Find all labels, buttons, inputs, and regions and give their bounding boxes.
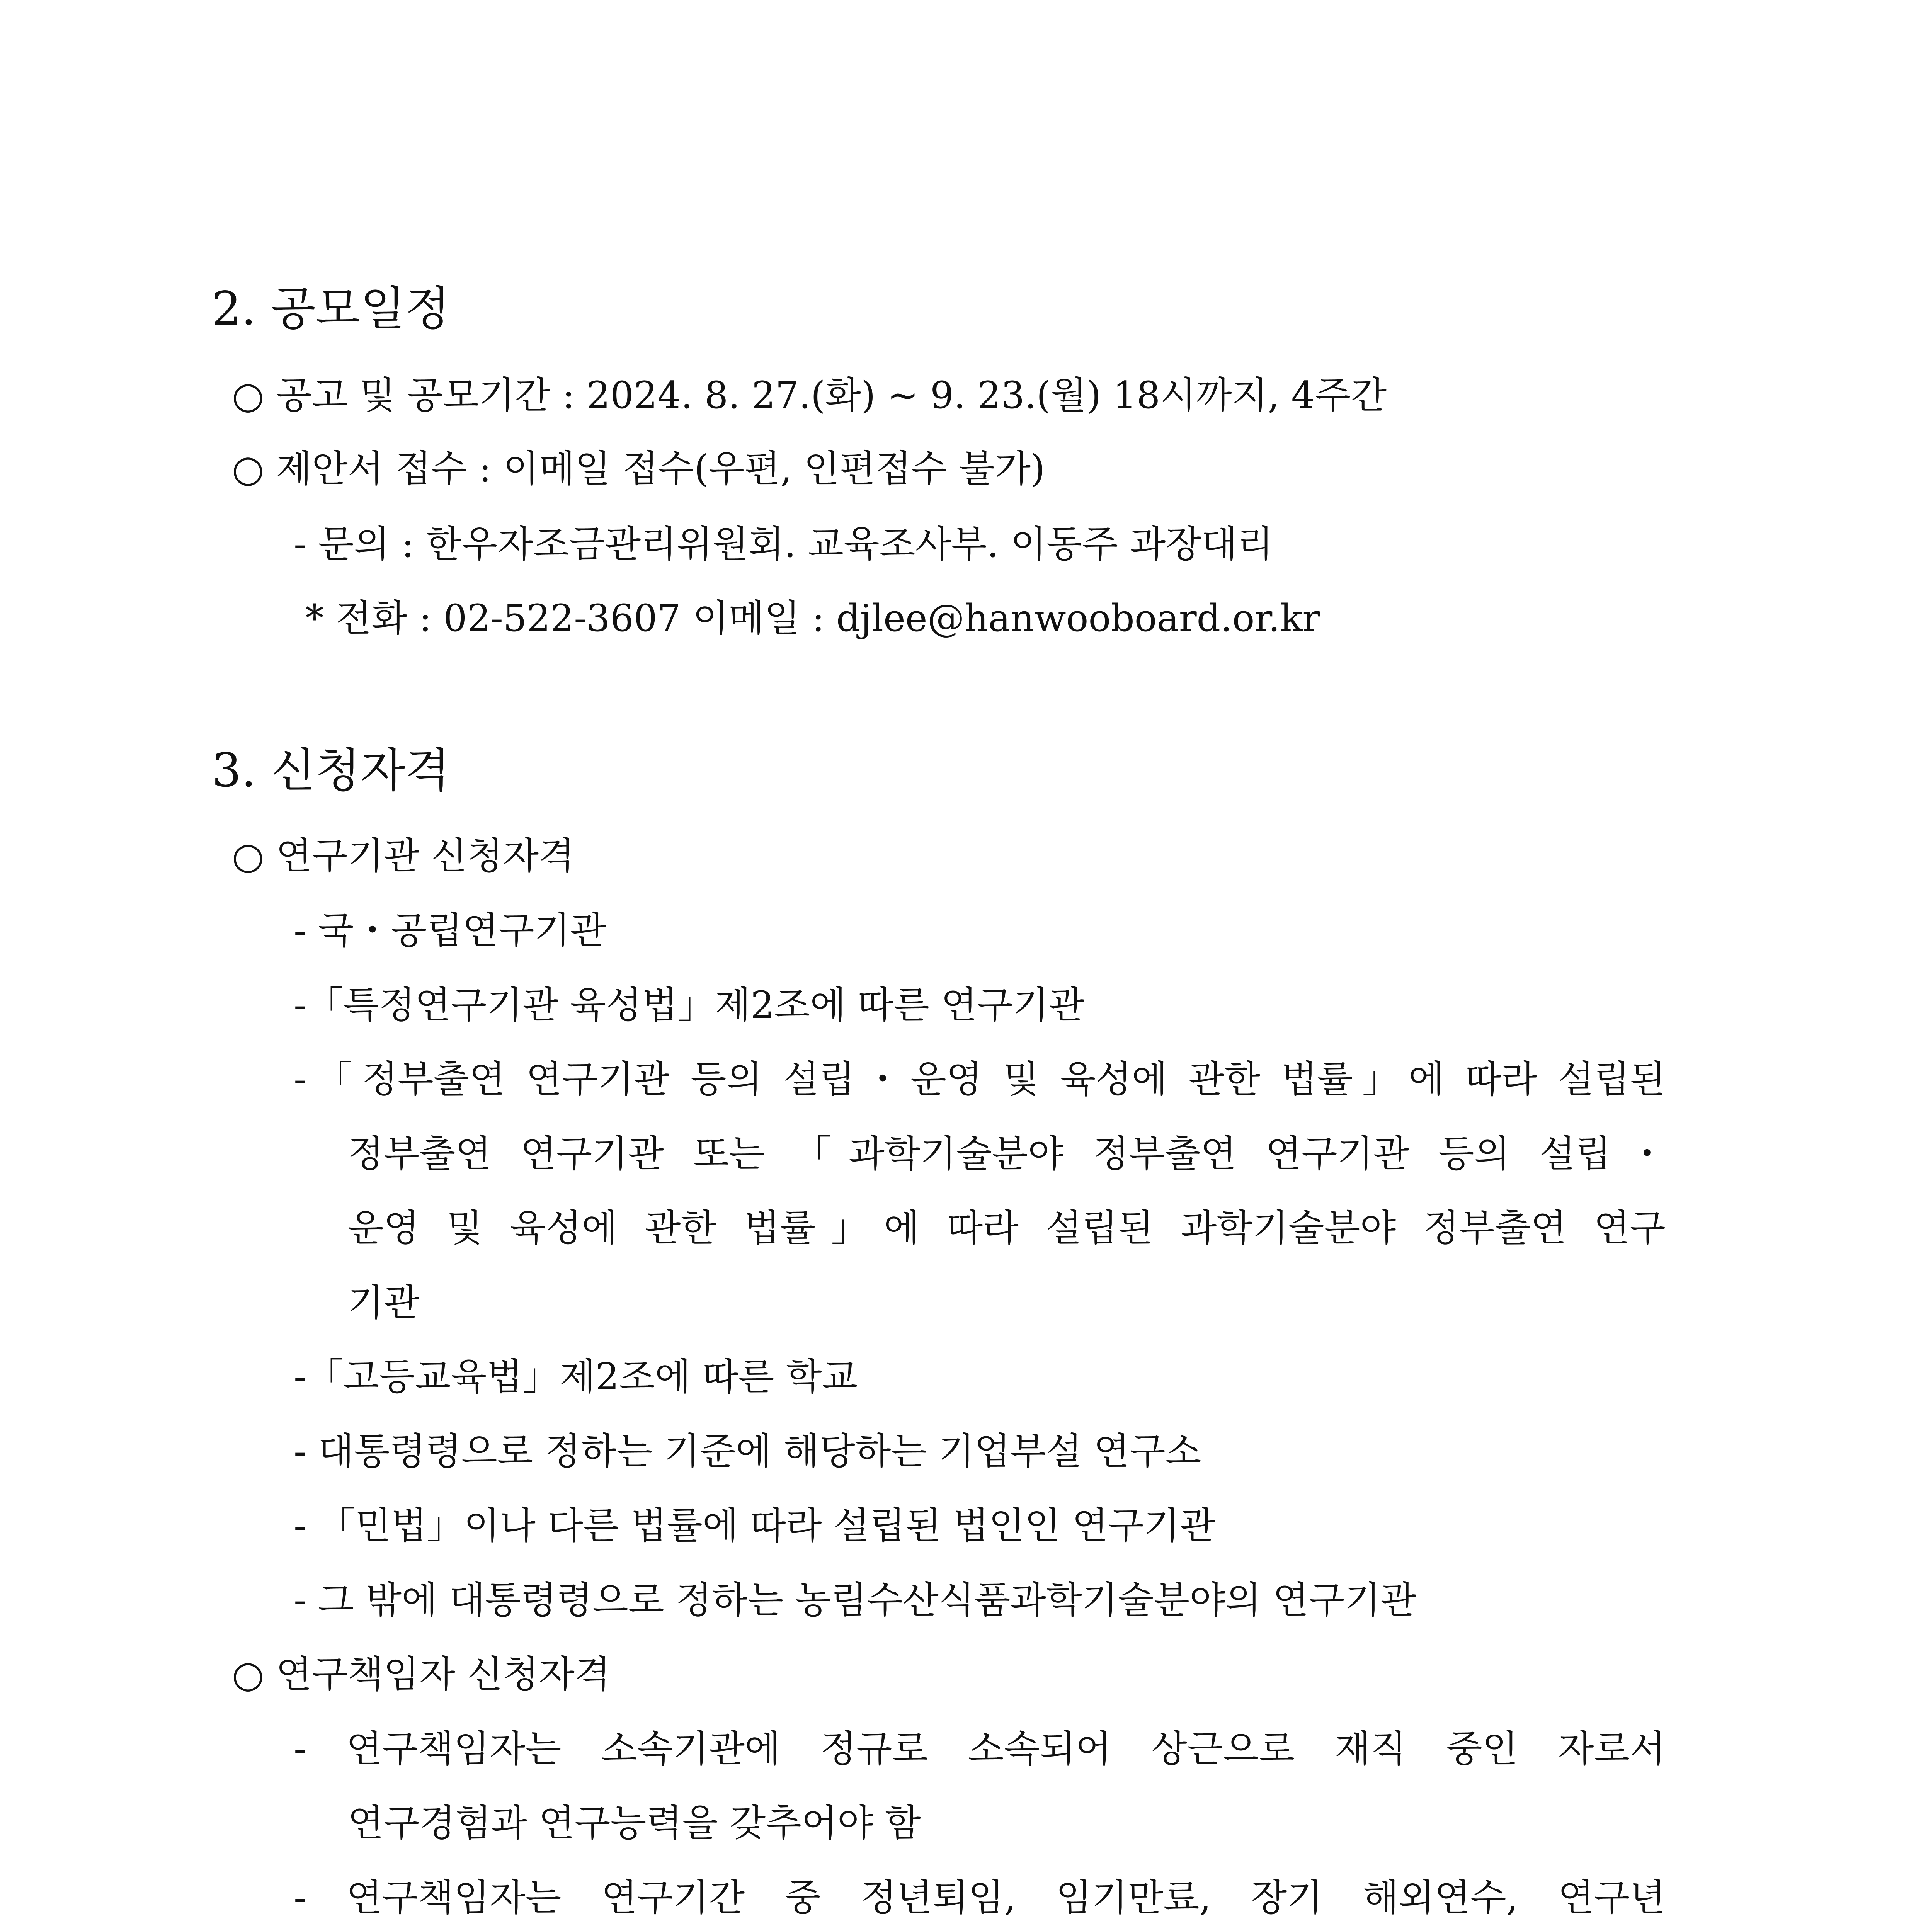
submission-line: ○ 제안서 접수 : 이메일 접수(우편, 인편접수 불가) — [232, 447, 1045, 490]
list-item: - 대통령령으로 정하는 기준에 해당하는 기업부설 연구소 — [294, 1430, 1201, 1473]
list-item: - 연구책임자는 소속기관에 정규로 소속되어 상근으로 재직 중인 자로서 — [294, 1727, 1666, 1770]
inquiry-line: - 문의 : 한우자조금관리위원회. 교육조사부. 이동주 과장대리 — [294, 522, 1273, 566]
list-item-continuation: 운영 및 육성에 관한 법률」에 따라 설립된 과학기술분야 정부출연 연구 — [348, 1206, 1666, 1250]
list-item: -「특정연구기관 육성법」제2조에 따른 연구기관 — [294, 983, 1085, 1027]
schedule-line: ○ 공고 및 공모기간 : 2024. 8. 27.(화) ~ 9. 23.(월) 18시까지, 4주간 — [232, 374, 1387, 417]
contact-line: * 전화 : 02-522-3607 이메일 : djlee@hanwooboard.or.kr — [305, 597, 1320, 640]
list-item-continuation: 연구경험과 연구능력을 갖추어야 함 — [348, 1801, 921, 1845]
list-item-continuation: 정부출연 연구기관 또는 「과학기술분야 정부출연 연구기관 등의 설립・ — [348, 1132, 1666, 1175]
list-item-continuation: 기관 — [348, 1281, 420, 1324]
list-item: - 국・공립연구기관 — [294, 909, 606, 952]
list-item: - 그 밖에 대통령령으로 정하는 농림수산식품과학기술분야의 연구기관 — [294, 1578, 1416, 1622]
section-heading-eligibility: 3. 신청자격 — [212, 744, 450, 798]
pi-eligibility-title: ○ 연구책임자 신청자격 — [232, 1653, 611, 1696]
list-item: - 「민법」이나 다른 법률에 따라 설립된 법인인 연구기관 — [294, 1504, 1216, 1547]
list-item: -「정부출연 연구기관 등의 설립・운영 및 육성에 관한 법률」에 따라 설립된 — [294, 1058, 1666, 1101]
institution-eligibility-title: ○ 연구기관 신청자격 — [232, 834, 575, 878]
list-item: - 연구책임자는 연구기간 중 정년퇴임, 임기만료, 장기 해외연수, 연구년 — [294, 1876, 1666, 1919]
list-item: -「고등교육법」제2조에 따른 학교 — [294, 1355, 858, 1398]
section-heading-schedule: 2. 공모일정 — [212, 282, 450, 336]
